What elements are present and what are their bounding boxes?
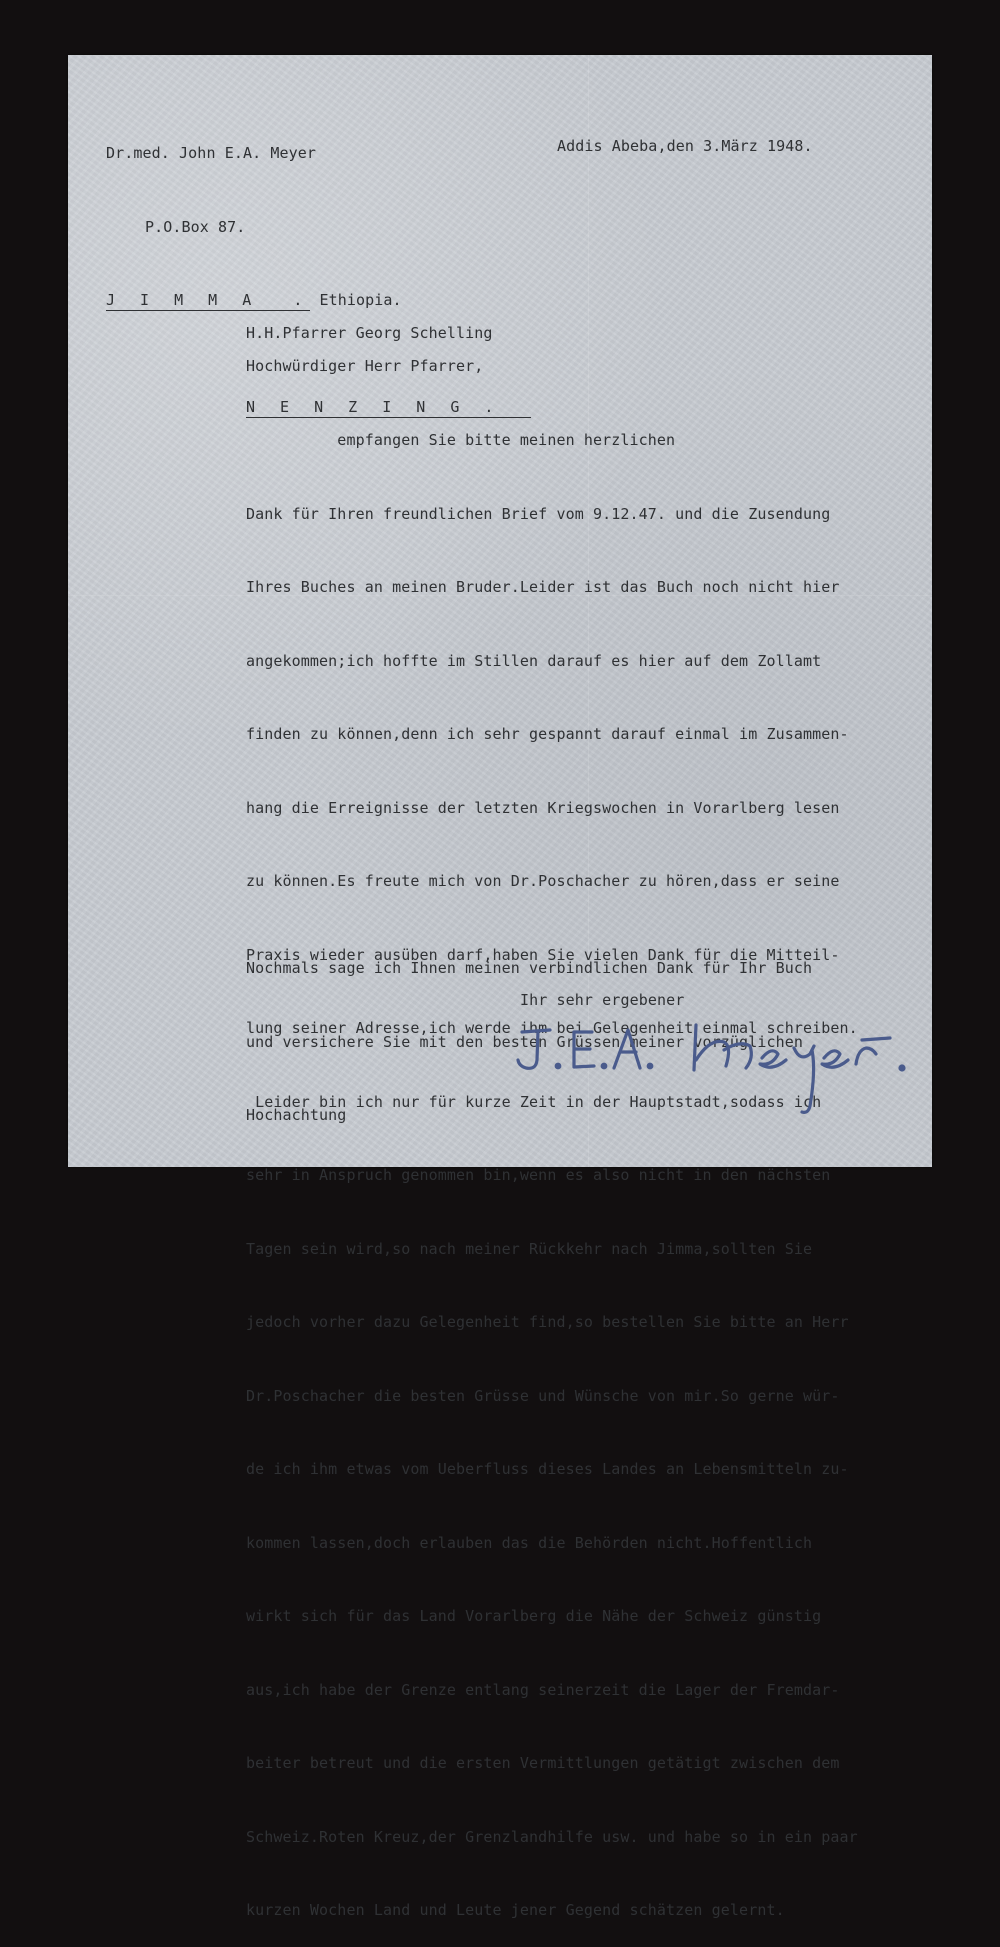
body-line: empfangen Sie bitte meinen herzlichen bbox=[246, 431, 676, 449]
closing-line: Hochachtung bbox=[246, 1106, 347, 1124]
place-date: Addis Abeba,den 3.März 1948. bbox=[557, 137, 813, 155]
body-line: kurzen Wochen Land und Leute jener Gegend schätzen gelernt. bbox=[246, 1901, 785, 1919]
sender-name: Dr.med. John E.A. Meyer bbox=[106, 144, 317, 162]
body-line: Schweiz.Roten Kreuz,der Grenzlandhilfe usw. und habe so in ein paar bbox=[246, 1827, 858, 1846]
body-line: Dank für Ihren freundlichen Brief vom 9.12.47. und die Zusendung bbox=[246, 504, 831, 523]
body-line: Praxis wieder ausüben darf,haben Sie vielen Dank für die Mitteil- bbox=[246, 945, 840, 964]
body-line: wirkt sich für das Land Vorarlberg die Nähe der Schweiz günstig bbox=[246, 1607, 822, 1625]
body-line: kommen lassen,doch erlauben das die Behörden nicht.Hoffentlich bbox=[246, 1533, 813, 1552]
body-line: lung seiner Adresse,ich werde ihm bei Gelegenheit einmal schreiben. bbox=[246, 1019, 858, 1037]
recipient-name: H.H.Pfarrer Georg Schelling bbox=[246, 324, 493, 342]
body-line: beiter betreut und die ersten Vermittlungen getätigt zwischen dem bbox=[246, 1754, 840, 1772]
body-line: Tagen sein wird,so nach meiner Rückkehr nach Jimma,sollten Sie bbox=[246, 1239, 813, 1258]
body-line: jedoch vorher dazu Gelegenheit find,so bestellen Sie bitte an Herr bbox=[246, 1313, 849, 1331]
sender-country: Ethiopia. bbox=[310, 291, 402, 309]
body-line: finden zu können,denn ich sehr gespannt darauf einmal im Zusammen- bbox=[246, 725, 849, 743]
sender-city: J I M M A . bbox=[106, 291, 311, 309]
body-line: hang die Erreignisse der letzten Kriegswochen in Vorarlberg lesen bbox=[246, 798, 840, 817]
sender-box: P.O.Box 87. bbox=[145, 217, 246, 236]
complimentary-close: Ihr sehr ergebener bbox=[520, 991, 685, 1009]
letter-body bbox=[246, 379, 858, 1947]
body-line: aus,ich habe der Grenze entlang seinerzeit die Lager der Fremdar- bbox=[246, 1680, 840, 1699]
body-line: Leider bin ich nur für kurze Zeit in der Hauptstadt,sodass ich bbox=[246, 1092, 822, 1111]
handwritten-signature bbox=[510, 1010, 910, 1120]
body-line: Dr.Poschacher die besten Grüsse und Wünsche von mir.So gerne wür- bbox=[246, 1386, 840, 1405]
body-line: angekommen;ich hoffte im Stillen darauf es hier auf dem Zollamt bbox=[246, 651, 822, 670]
body-line: zu können.Es freute mich von Dr.Poschacher zu hören,dass er seine bbox=[246, 872, 840, 890]
body-line: sehr in Anspruch genommen bin,wenn es also nicht in den nächsten bbox=[246, 1166, 831, 1184]
closing-line: und versichere Sie mit den besten Grüssen meiner vorzüglichen bbox=[246, 1032, 803, 1051]
recipient-town: N E N Z I N G . bbox=[246, 398, 531, 418]
salutation: Hochwürdiger Herr Pfarrer, bbox=[246, 357, 484, 375]
body-line: Ihres Buches an meinen Bruder.Leider ist das Buch noch nicht hier bbox=[246, 578, 840, 596]
closing-line: Nochmals sage ich Ihnen meinen verbindlichen Dank für Ihr Buch bbox=[246, 959, 813, 977]
body-line: de ich ihm etwas vom Ueberfluss dieses Landes an Lebensmitteln zu- bbox=[246, 1460, 849, 1478]
